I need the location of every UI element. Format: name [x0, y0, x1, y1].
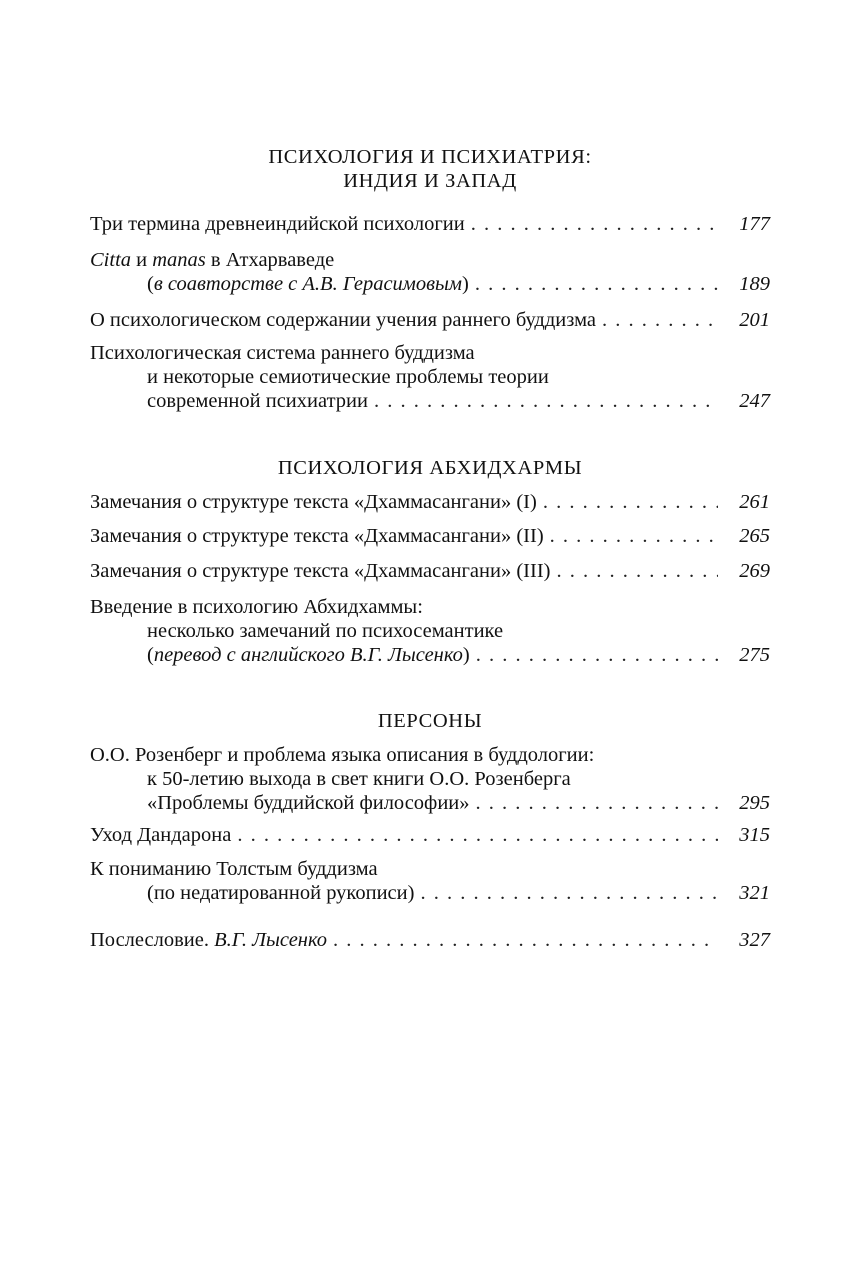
- entry-title-line: современной психиатрии: [147, 390, 368, 412]
- dot-leader: [420, 881, 718, 905]
- entry-title-line: Психологическая система раннего буддизма: [90, 342, 475, 364]
- section-title-line: ПСИХОЛОГИЯ И ПСИХИАТРИЯ:: [268, 146, 592, 168]
- entry-title: Замечания о структуре текста «Дхаммасангани» (II): [90, 525, 544, 547]
- toc-entry[interactable]: [90, 823, 770, 847]
- entry-title-line: К пониманию Толстым буддизма: [90, 858, 378, 880]
- page-number: 321: [739, 882, 770, 904]
- page-number: 269: [739, 560, 770, 582]
- entry-subtitle: [147, 643, 470, 667]
- entry-title: Замечания о структуре текста «Дхаммасангани» (III): [90, 560, 551, 582]
- toc-entry[interactable]: [90, 857, 770, 905]
- toc-entry[interactable]: [90, 341, 770, 413]
- section-title-psychology-psychiatry: [90, 145, 770, 193]
- page-number: 261: [739, 491, 770, 513]
- toc-entry[interactable]: [90, 212, 770, 236]
- entry-title-line: [90, 248, 770, 272]
- dot-leader: [556, 559, 718, 583]
- dot-leader: [237, 823, 718, 847]
- entry-title-line: О.О. Розенберг и проблема языка описания в буддологии:: [90, 744, 595, 766]
- afterword-author: В.Г. Лысенко: [214, 929, 328, 951]
- entry-title: Три термина древнеиндийской психологии: [90, 213, 465, 235]
- entry-title: Замечания о структуре текста «Дхаммасангани» (I): [90, 491, 537, 513]
- toc-entry[interactable]: [90, 559, 770, 583]
- dot-leader: [476, 643, 718, 667]
- page-number: 327: [739, 929, 770, 951]
- toc-entry[interactable]: [90, 248, 770, 296]
- entry-title: Уход Дандарона: [90, 824, 232, 846]
- dot-leader: [333, 928, 718, 952]
- entry-title-text: в Атхарваведе: [205, 249, 335, 271]
- paren: ): [462, 273, 469, 295]
- toc-entry[interactable]: [90, 743, 770, 815]
- dot-leader: [550, 524, 718, 548]
- entry-title-line: и некоторые семиотические проблемы теории: [147, 366, 549, 388]
- entry-title-line: (по недатированной рукописи): [147, 882, 415, 904]
- toc-entry[interactable]: [90, 308, 770, 332]
- page-number: 189: [739, 273, 770, 295]
- paren: (: [147, 273, 154, 295]
- entry-subtitle: [147, 272, 469, 296]
- dot-leader: [602, 308, 718, 332]
- page-number: 315: [739, 824, 770, 846]
- section-title-line: ПСИХОЛОГИЯ АБХИДХАРМЫ: [277, 457, 583, 479]
- entry-title-italic: Citta: [90, 249, 132, 271]
- entry-title-text: и: [131, 249, 153, 271]
- dot-leader: [475, 272, 718, 296]
- section-title-persons: [90, 709, 770, 733]
- dot-leader: [476, 791, 718, 815]
- entry-title: О психологическом содержании учения раннего буддизма: [90, 309, 597, 331]
- table-of-contents: [90, 0, 770, 1270]
- coauthor-note: в соавторстве с А.В. Герасимовым: [153, 273, 463, 295]
- dot-leader: [374, 389, 718, 413]
- page-number: 247: [739, 390, 770, 412]
- dot-leader: [543, 490, 718, 514]
- section-title-abhidharma: [90, 456, 770, 480]
- page-number: 177: [739, 213, 770, 235]
- section-title-line: ИНДИЯ И ЗАПАД: [343, 170, 517, 192]
- entry-title-line: несколько замечаний по психосемантике: [147, 620, 504, 642]
- page-number: 275: [739, 644, 770, 666]
- entry-title-italic: manas: [152, 249, 206, 271]
- section-title-line: ПЕРСОНЫ: [377, 710, 483, 732]
- translator-note: перевод с английского В.Г. Лысенко: [153, 644, 463, 666]
- page-number: 295: [739, 792, 770, 814]
- entry-title-line: «Проблемы буддийской философии»: [147, 792, 470, 814]
- toc-entry-afterword[interactable]: [90, 928, 770, 952]
- dot-leader: [471, 212, 718, 236]
- entry-title: [90, 928, 327, 952]
- paren: (: [147, 644, 154, 666]
- entry-title-line: Введение в психологию Абхидхаммы:: [90, 596, 423, 618]
- page-number: 201: [739, 309, 770, 331]
- paren: ): [462, 644, 470, 666]
- toc-entry[interactable]: [90, 524, 770, 548]
- toc-entry[interactable]: [90, 595, 770, 667]
- entry-title-line: к 50-летию выхода в свет книги О.О. Розенберга: [147, 768, 571, 790]
- page-number: 265: [739, 525, 770, 547]
- toc-entry[interactable]: [90, 490, 770, 514]
- afterword-label: Послесловие.: [90, 929, 215, 951]
